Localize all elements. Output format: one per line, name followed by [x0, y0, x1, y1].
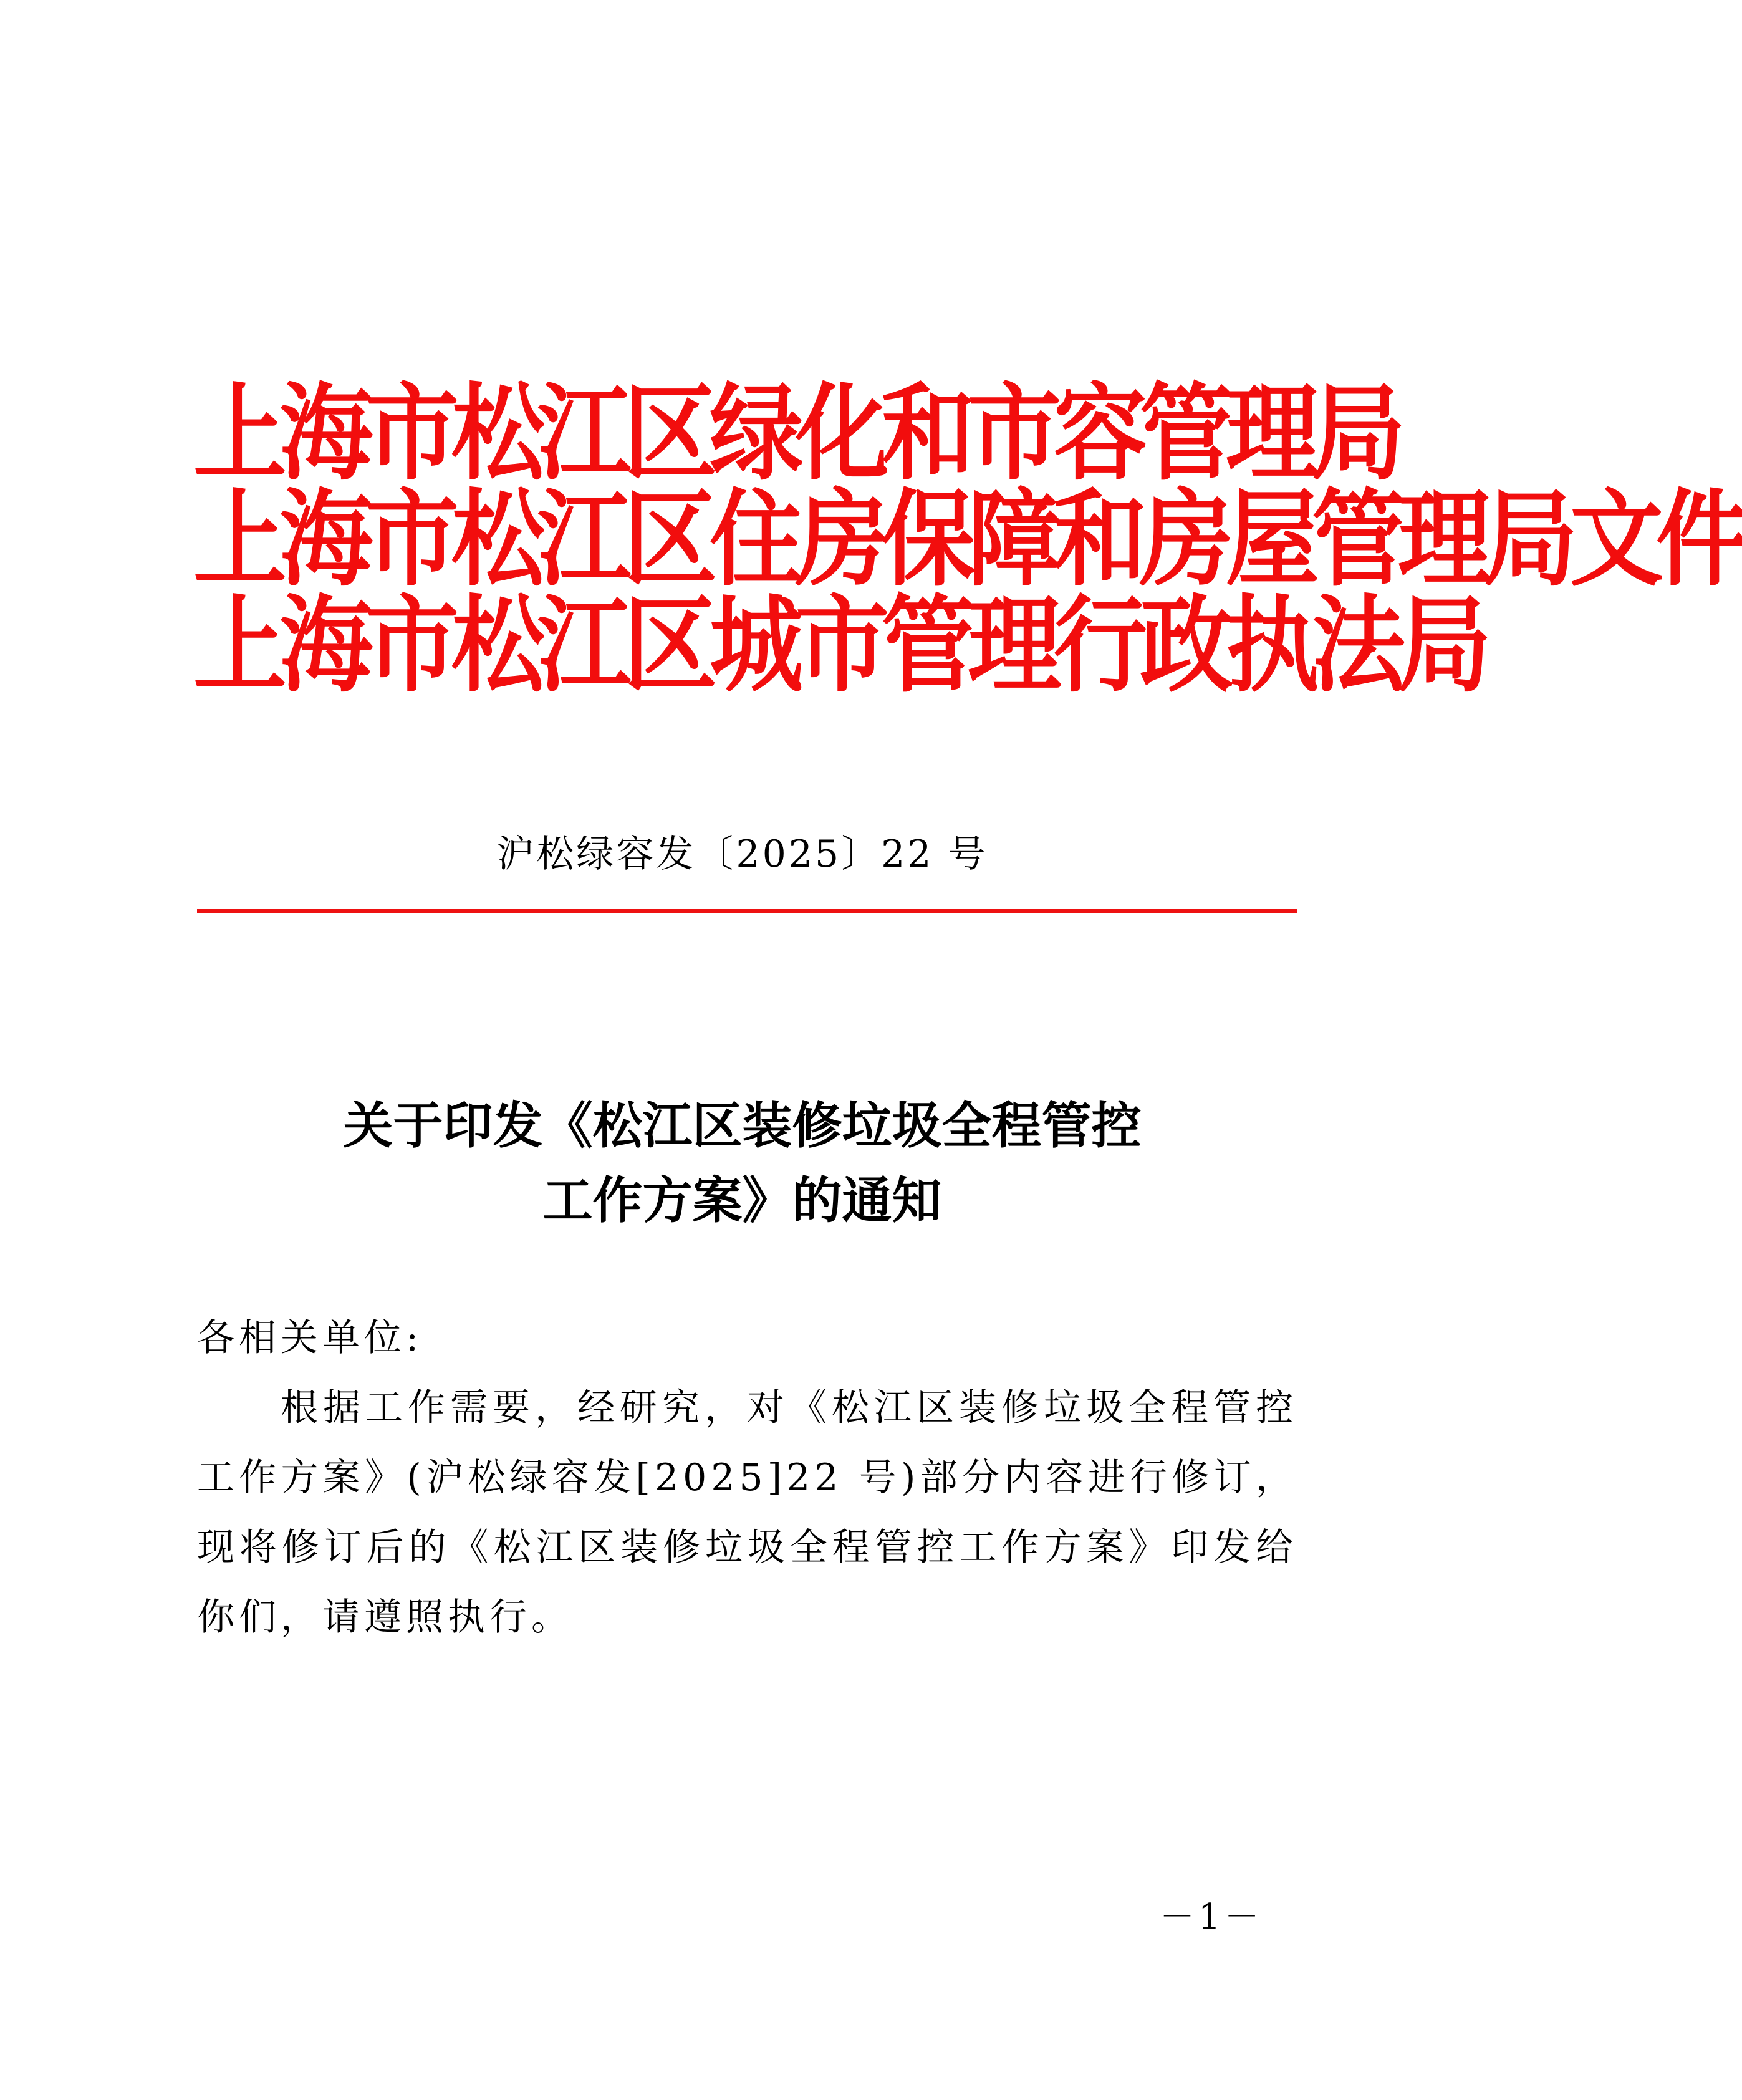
- red-separator-line: [197, 909, 1297, 913]
- document-body: [197, 1303, 1297, 1652]
- salutation: 各相关单位:: [197, 1316, 423, 1360]
- document-title: [0, 1088, 1485, 1238]
- issuer-line-greening: 上海市松江区绿化和市容管理局: [193, 372, 1398, 495]
- document-number: 沪松绿容发〔2025〕22 号: [496, 832, 988, 876]
- body-paragraph: 根据工作需要，经研究，对《松江区装修垃圾全程管控工作方案》(沪松绿容发[2025]22 号)部分内容进行修订，现将修订后的《松江区装修垃圾全程管控工作方案》印发给你们，请遵照执行。: [197, 1386, 1297, 1639]
- issuer-line-housing: 上海市松江区住房保障和房屋管理局文件: [193, 478, 1742, 601]
- title-line-1: 关于印发《松江区装修垃圾全程管控: [343, 1096, 1142, 1155]
- issuer-header: [193, 372, 1742, 707]
- page-number: －1－: [1160, 1897, 1263, 1937]
- issuer-line-enforcement: 上海市松江区城市管理行政执法局: [193, 584, 1485, 707]
- title-line-2: 工作方案》的通知: [542, 1171, 942, 1230]
